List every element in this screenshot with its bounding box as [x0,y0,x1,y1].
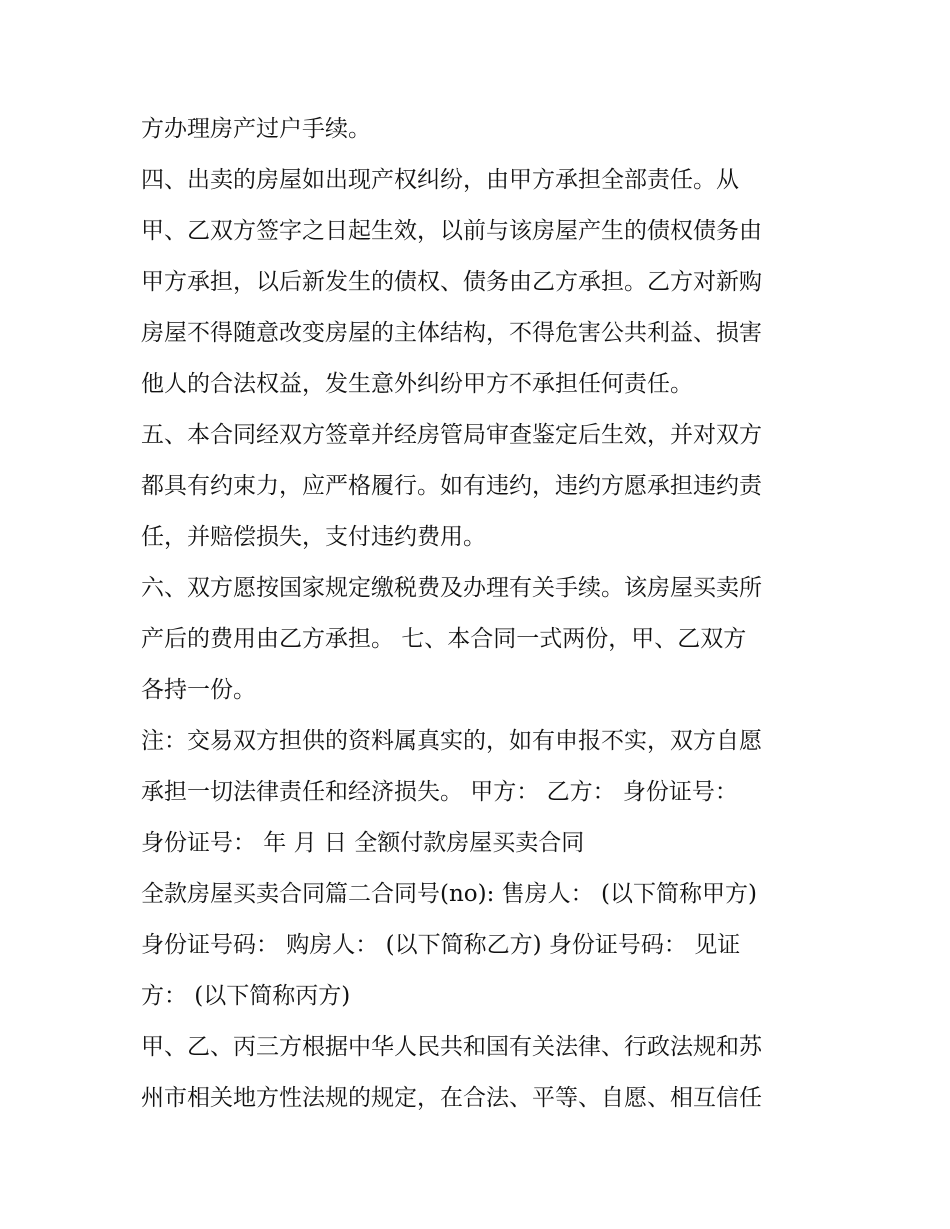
text-line: 方办理房产过户手续。 [141,116,371,142]
text-line: 甲、乙、丙三方根据中华人民共和国有关法律、行政法规和苏 [141,1034,762,1060]
text-line: 甲、乙双方签字之日起生效，以前与该房屋产生的债权债务由 [141,218,762,244]
text-line: 身份证号： 年 月 日 全额付款房屋买卖合同 [141,830,585,856]
text-line: 任，并赔偿损失，支付违约费用。 [141,524,486,550]
text-line: 各持一份。 [141,677,256,703]
text-line: 都具有约束力，应严格履行。如有违约，违约方愿承担违约责 [141,473,762,499]
text-line: 身份证号码： 购房人： (以下简称乙方) 身份证号码： 见证 [141,932,741,958]
text-line: 全款房屋买卖合同篇二合同号(no): 售房人： (以下简称甲方) [141,881,757,907]
text-line: 房屋不得随意改变房屋的主体结构，不得危害公共利益、损害 [141,320,762,346]
text-line: 州市相关地方性法规的规定，在合法、平等、自愿、相互信任 [141,1085,762,1111]
text-line: 产后的费用由乙方承担。 七、本合同一式两份，甲、乙双方 [141,626,747,652]
text-line: 注：交易双方担供的资料属真实的，如有申报不实，双方自愿 [141,728,762,754]
text-line: 五、本合同经双方签章并经房管局审查鉴定后生效，并对双方 [141,422,762,448]
text-line: 四、出卖的房屋如出现产权纠纷，由甲方承担全部责任。从 [141,167,739,193]
text-line: 他人的合法权益，发生意外纠纷甲方不承担任何责任。 [141,371,693,397]
text-line: 甲方承担，以后新发生的债权、债务由乙方承担。乙方对新购 [141,269,762,295]
text-line: 方： (以下简称丙方) [141,983,351,1009]
text-line: 承担一切法律责任和经济损失。 甲方： 乙方： 身份证号： [141,779,738,805]
text-line: 六、双方愿按国家规定缴税费及办理有关手续。该房屋买卖所 [141,575,762,601]
document-body [141,104,821,1124]
